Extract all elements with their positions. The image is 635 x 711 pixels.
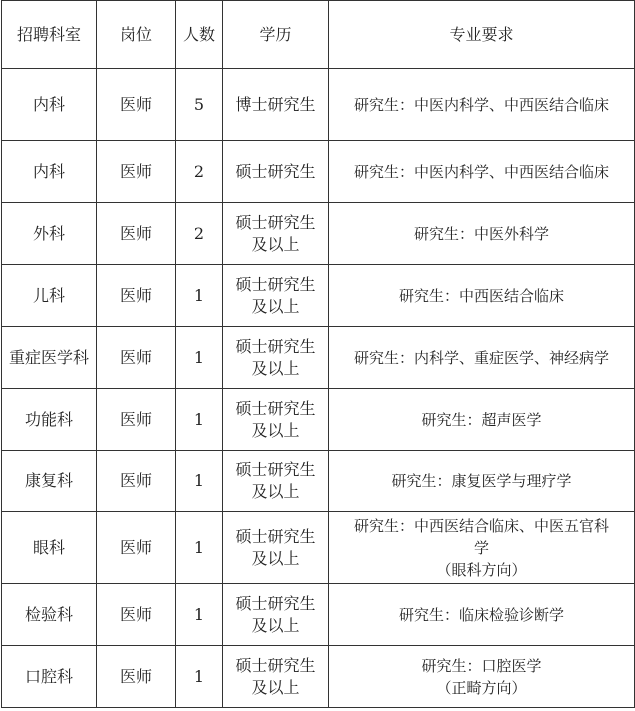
education-cell [223, 327, 329, 389]
position-cell: 医师 [97, 141, 176, 203]
major-line: 研究生：临床检验诊断学 [398, 605, 564, 624]
education-line: 及以上 [251, 358, 300, 378]
department-cell: 功能科 [2, 389, 97, 451]
education-line: 硕士研究生 [235, 593, 316, 613]
table-body [2, 69, 635, 708]
header-position: 岗位 [97, 1, 176, 69]
education-cell [223, 646, 329, 708]
major-cell [329, 512, 635, 584]
position-cell: 医师 [97, 265, 176, 327]
count-cell: 1 [176, 389, 223, 451]
major-line: 研究生：口腔医学 [421, 656, 542, 675]
recruitment-table [1, 0, 635, 708]
table-row [2, 203, 635, 265]
major-line: 研究生：康复医学与理疗学 [391, 472, 572, 490]
major-cell [329, 203, 635, 265]
major-line: 研究生：中医内科学、中西医结合临床 [353, 95, 609, 114]
education-line: 及以上 [251, 677, 300, 697]
education-cell [223, 584, 329, 646]
position-cell: 医师 [97, 451, 176, 512]
education-line: 硕士研究生 [235, 161, 316, 181]
table-row [2, 512, 635, 584]
position-cell: 医师 [97, 69, 176, 141]
position-cell: 医师 [97, 203, 176, 265]
table-row [2, 646, 635, 708]
education-cell [223, 69, 329, 141]
count-cell: 2 [176, 203, 223, 265]
education-line: 硕士研究生 [235, 526, 316, 546]
table-row [2, 141, 635, 203]
major-line: 研究生：中西医结合临床 [398, 286, 564, 305]
department-cell: 口腔科 [2, 646, 97, 708]
education-cell [223, 451, 329, 512]
position-cell: 医师 [97, 389, 176, 451]
count-cell: 1 [176, 451, 223, 512]
education-line: 及以上 [251, 420, 300, 440]
department-cell: 外科 [2, 203, 97, 265]
education-line: 硕士研究生 [235, 460, 316, 479]
position-cell: 医师 [97, 512, 176, 584]
department-cell: 儿科 [2, 265, 97, 327]
education-line: 及以上 [251, 482, 300, 501]
header-education: 学历 [223, 1, 329, 69]
major-cell [329, 69, 635, 141]
education-line: 硕士研究生 [235, 655, 316, 675]
education-line: 硕士研究生 [235, 336, 316, 356]
major-line: （正畸方向） [436, 678, 527, 697]
department-cell: 眼科 [2, 512, 97, 584]
major-line: 研究生：内科学、重症医学、神经病学 [353, 348, 609, 367]
table-row [2, 69, 635, 141]
department-cell: 康复科 [2, 451, 97, 512]
major-cell [329, 141, 635, 203]
education-line: 及以上 [251, 234, 300, 254]
education-line: 硕士研究生 [235, 212, 316, 232]
major-cell [329, 389, 635, 451]
education-line: 及以上 [251, 296, 300, 316]
department-cell: 检验科 [2, 584, 97, 646]
count-cell: 2 [176, 141, 223, 203]
table-row [2, 327, 635, 389]
header-row [2, 1, 635, 69]
department-cell: 重症医学科 [2, 327, 97, 389]
position-cell: 医师 [97, 584, 176, 646]
table-row [2, 451, 635, 512]
education-line: 及以上 [251, 615, 300, 635]
major-line: 研究生：中医内科学、中西医结合临床 [353, 162, 609, 181]
major-line: （眼科方向） [436, 560, 527, 579]
education-cell [223, 265, 329, 327]
count-cell: 1 [176, 265, 223, 327]
education-line: 博士研究生 [235, 94, 316, 114]
header-count: 人数 [176, 1, 223, 69]
header-department: 招聘科室 [2, 1, 97, 69]
table-row [2, 389, 635, 451]
education-line: 硕士研究生 [235, 398, 316, 418]
education-cell [223, 512, 329, 584]
count-cell: 5 [176, 69, 223, 141]
department-cell: 内科 [2, 141, 97, 203]
education-cell [223, 141, 329, 203]
major-cell [329, 646, 635, 708]
major-cell [329, 327, 635, 389]
education-cell [223, 389, 329, 451]
position-cell: 医师 [97, 327, 176, 389]
major-line: 研究生：超声医学 [421, 410, 542, 429]
header-major: 专业要求 [329, 1, 635, 69]
position-cell: 医师 [97, 646, 176, 708]
count-cell: 1 [176, 646, 223, 708]
table-row [2, 265, 635, 327]
education-cell [223, 203, 329, 265]
table-row [2, 584, 635, 646]
count-cell: 1 [176, 327, 223, 389]
major-cell [329, 584, 635, 646]
education-line: 及以上 [251, 548, 300, 568]
count-cell: 1 [176, 512, 223, 584]
major-line: 学 [473, 538, 489, 557]
major-cell [329, 265, 635, 327]
major-cell [329, 451, 635, 512]
department-cell: 内科 [2, 69, 97, 141]
major-line: 研究生：中西医结合临床、中医五官科 [353, 516, 609, 535]
count-cell: 1 [176, 584, 223, 646]
education-line: 硕士研究生 [235, 274, 316, 294]
major-line: 研究生：中医外科学 [413, 224, 549, 243]
